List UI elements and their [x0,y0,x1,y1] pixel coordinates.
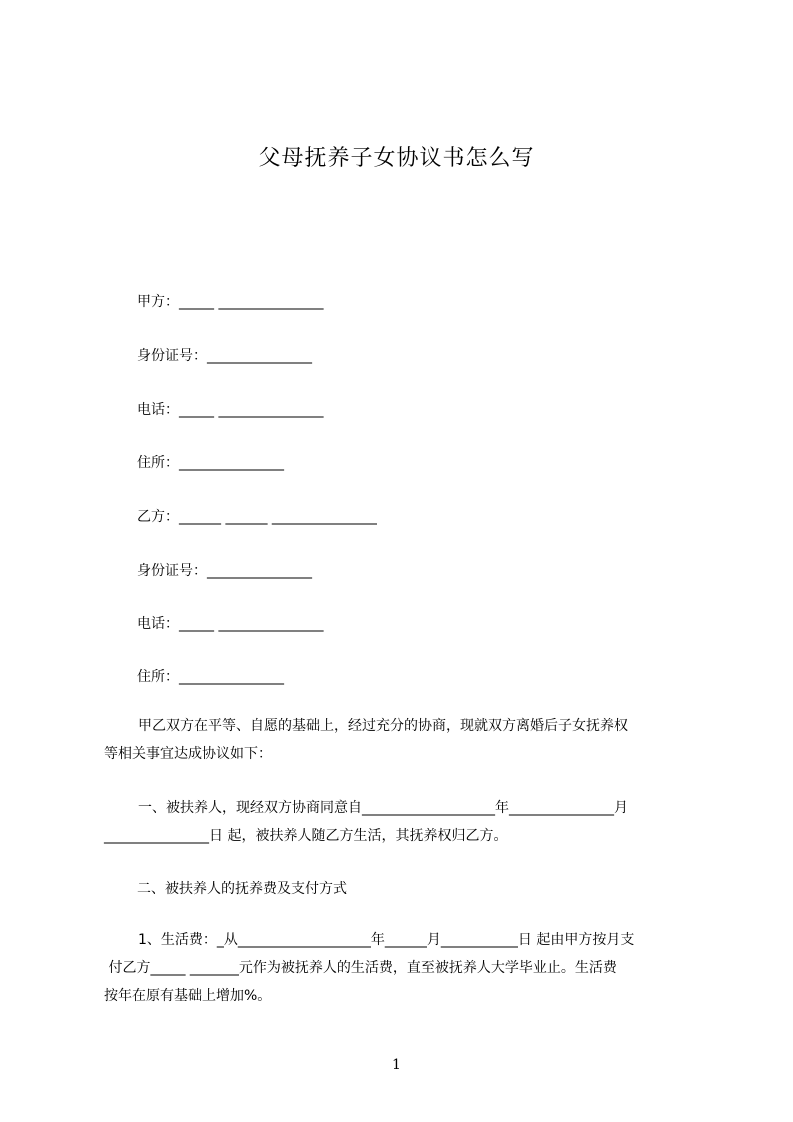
section-1-line-2: _______________日 起，被扶养人随乙方生活，其抚养权归乙方。 [104,828,508,844]
section-1-line-1: 一、被扶养人，现经双方协商同意自___________________年_______________月 [138,800,628,816]
section-2-heading: 二、被扶养人的抚养费及支付方式 [137,881,347,897]
party-a-address-field: 住所：_______________ [137,455,284,471]
document-title: 父母抚养子女协议书怎么写 [258,146,535,171]
party-b-id-field: 身份证号：_______________ [137,563,312,579]
page-number: 1 [392,1057,401,1073]
party-a-phone-field: 电话：_____ _______________ [137,402,324,418]
party-b-name-field: 乙方：______ ______ _______________ [137,509,377,525]
intro-line-1: 甲乙双方在平等、自愿的基础上，经过充分的协商，现就双方离婚后子女抚养权 [138,718,628,734]
item-1-line-2: 付乙方_____ _______元作为被抚养人的生活费，直至被抚养人大学毕业止。生活费 [104,960,617,976]
intro-line-2: 等相关事宜达成协议如下： [104,746,272,762]
item-1-line-1: 1、生活费：_从___________________年______月___________日 起由甲方按月支 [138,932,635,948]
item-1-paragraph [104,926,704,1010]
party-b-phone-field: 电话：_____ _______________ [137,616,324,632]
section-1-paragraph [104,794,704,850]
party-a-name-field: 甲方：_____ _______________ [137,294,324,310]
item-1-line-3: 按年在原有基础上增加%。 [104,988,272,1004]
intro-paragraph [104,712,704,768]
party-b-address-field: 住所：_______________ [137,669,284,685]
party-a-id-field: 身份证号：_______________ [137,348,312,364]
